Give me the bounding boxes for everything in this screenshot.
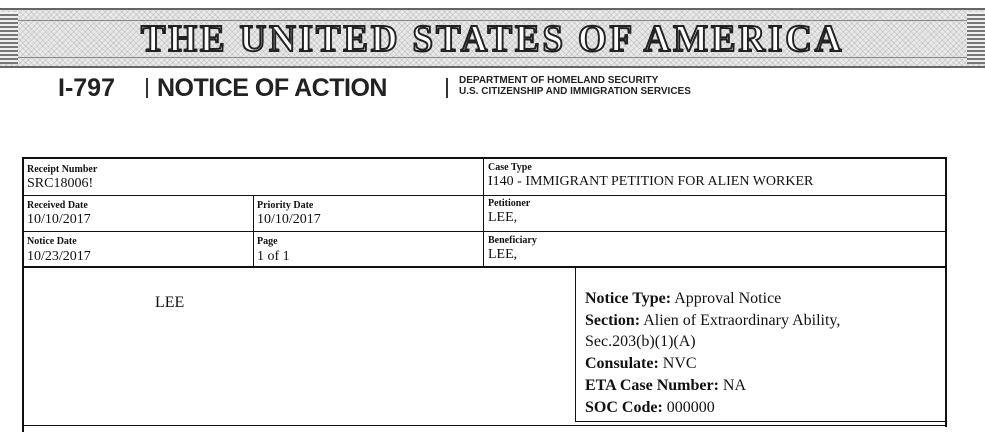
consulate-value: NVC xyxy=(662,355,697,373)
table-rule xyxy=(22,195,947,196)
table-rule xyxy=(945,157,947,427)
section-row xyxy=(585,310,940,332)
consulate-row xyxy=(585,353,940,375)
table-rule xyxy=(253,195,254,267)
notice-details xyxy=(585,288,940,418)
form-number: I-797 xyxy=(58,74,115,102)
priority-date-value: 10/10/2017 xyxy=(257,212,321,227)
case-type-label: Case Type xyxy=(488,162,532,173)
beneficiary-value: LEE, xyxy=(488,247,518,262)
notice-title: NOTICE OF ACTION xyxy=(157,74,387,102)
notice-date-label: Notice Date xyxy=(27,236,77,247)
addressee-name: LEE xyxy=(155,294,185,311)
table-rule xyxy=(22,425,947,426)
table-rule xyxy=(22,231,947,232)
table-rule xyxy=(575,421,947,422)
table-rule xyxy=(22,266,947,268)
soc-code-label: SOC Code: xyxy=(585,398,663,416)
petitioner-value: LEE, xyxy=(488,210,518,225)
consulate-label: Consulate: xyxy=(585,355,659,373)
table-rule xyxy=(483,157,484,267)
banner-title: THE UNITED STATES OF AMERICA xyxy=(140,20,845,58)
petitioner-label: Petitioner xyxy=(488,198,531,209)
table-rule xyxy=(22,157,947,159)
eta-case-number-value: NA xyxy=(722,376,747,394)
notice-date-value: 10/23/2017 xyxy=(27,249,91,264)
agency-line-2: U.S. CITIZENSHIP AND IMMIGRATION SERVICES xyxy=(459,86,691,97)
eta-case-number-label: ETA Case Number: xyxy=(585,376,719,394)
table-rule xyxy=(575,266,576,422)
section-value-continued: Sec.203(b)(1)(A) xyxy=(585,333,696,351)
section-row-continued xyxy=(585,331,940,353)
notice-type-value: Approval Notice xyxy=(674,290,782,307)
soc-code-value: 000000 xyxy=(666,398,715,416)
receipt-number-value: SRC18006! xyxy=(27,176,94,191)
beneficiary-label: Beneficiary xyxy=(488,235,537,246)
page-label: Page xyxy=(257,236,278,247)
page-value: 1 of 1 xyxy=(257,249,290,264)
section-label: Section: xyxy=(585,311,641,329)
notice-type-label: Notice Type: xyxy=(585,290,672,307)
receipt-number-label: Receipt Number xyxy=(27,164,98,175)
notice-type-row xyxy=(585,288,940,310)
table-rule xyxy=(22,157,24,432)
received-date-label: Received Date xyxy=(27,200,88,211)
case-type-value: I140 - IMMIGRANT PETITION FOR ALIEN WORKER xyxy=(488,174,814,189)
section-value: Alien of Extraordinary Ability, xyxy=(643,311,841,329)
received-date-value: 10/10/2017 xyxy=(27,212,91,227)
agency-line-1: DEPARTMENT OF HOMELAND SECURITY xyxy=(459,75,659,86)
priority-date-label: Priority Date xyxy=(257,200,314,211)
soc-code-row xyxy=(585,397,940,419)
eta-case-number-row xyxy=(585,375,940,397)
